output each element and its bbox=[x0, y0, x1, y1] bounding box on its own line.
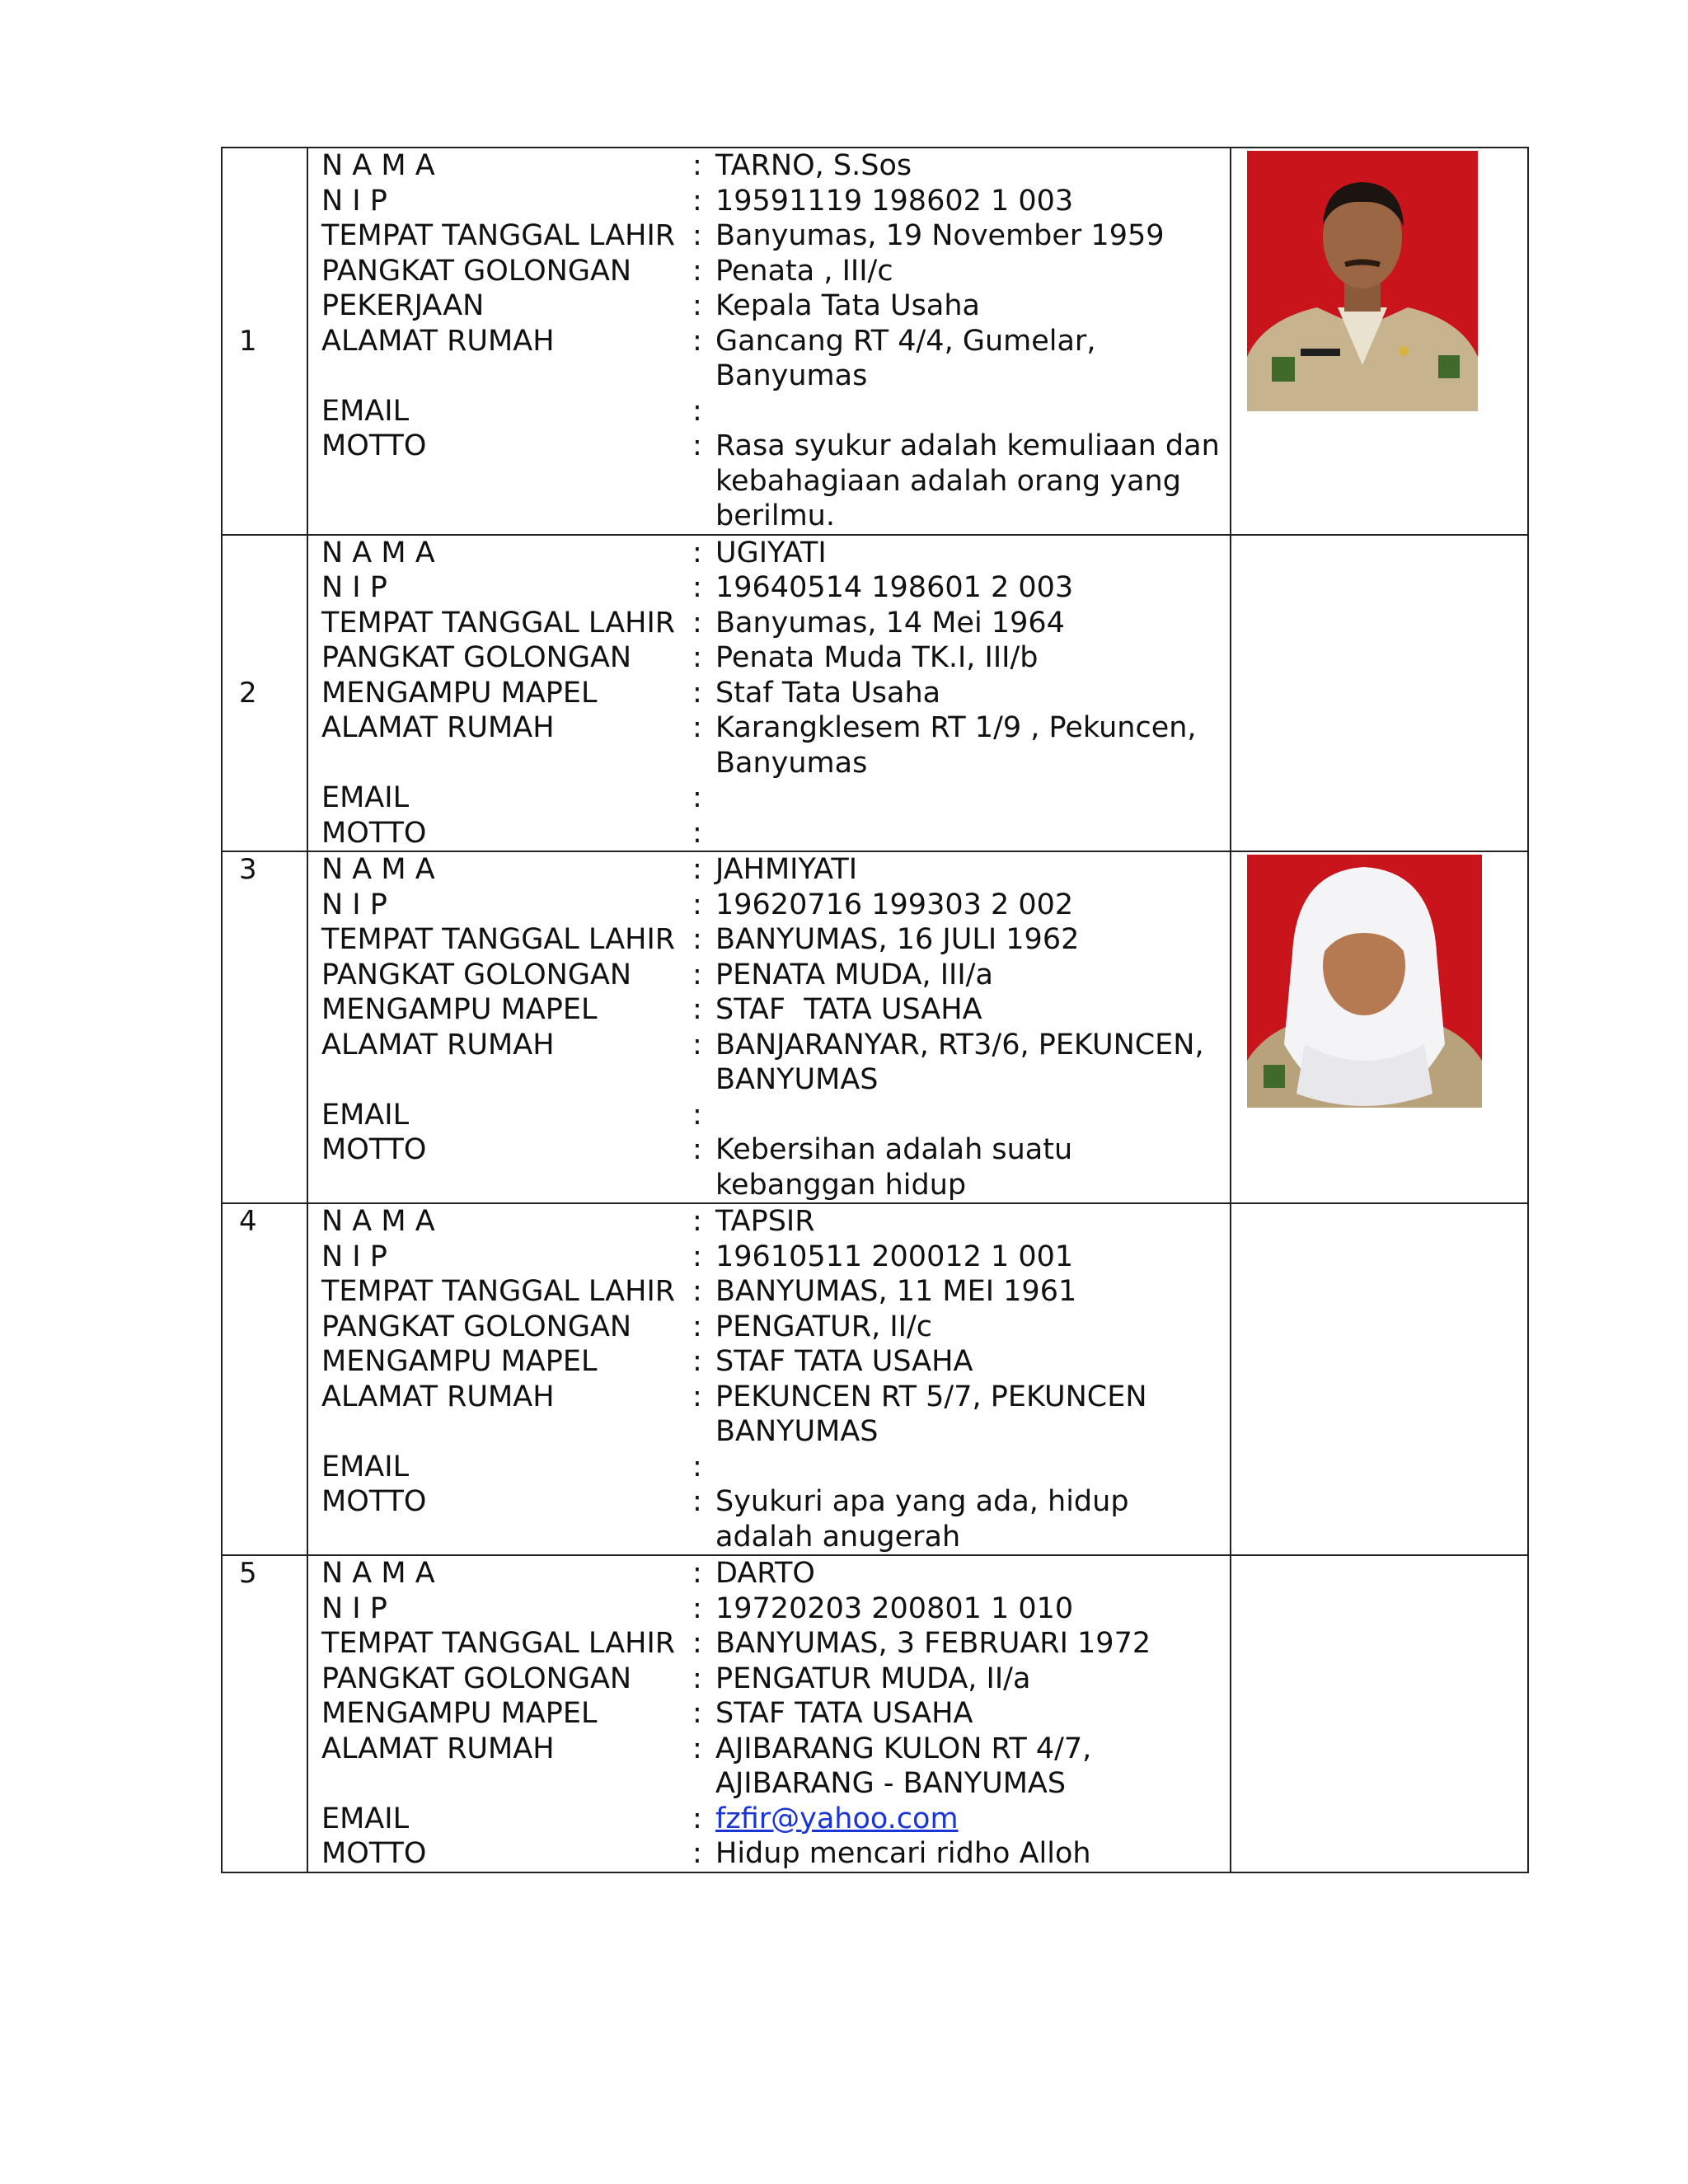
mapel-value: STAF TATA USAHA bbox=[715, 1345, 973, 1378]
row-number: 2 bbox=[222, 535, 307, 852]
field-email: EMAIL : bbox=[321, 781, 702, 814]
photo-cell bbox=[1231, 148, 1528, 535]
field-email: EMAIL : bbox=[321, 1450, 702, 1483]
row-number: 3 bbox=[222, 851, 307, 1203]
staff-table bbox=[221, 147, 1529, 1873]
staff-row bbox=[222, 851, 1528, 1203]
field-email: EMAIL : fzfir@yahoo.com bbox=[321, 1802, 1230, 1837]
pangkat-value: PENGATUR MUDA, II/a bbox=[715, 1661, 1031, 1695]
alamat-value: Gancang RT 4/4, Gumelar, Banyumas bbox=[715, 324, 1096, 392]
motto-value: Kebersihan adalah suatu kebanggan hidup bbox=[715, 1133, 1073, 1202]
field-alamat: ALAMAT RUMAH : Gancang RT 4/4, Gumelar, Banyumas bbox=[321, 324, 1230, 394]
staff-photo bbox=[1247, 151, 1478, 411]
staff-info bbox=[307, 1555, 1231, 1872]
pangkat-value: Penata , III/c bbox=[715, 254, 893, 288]
photo-cell-empty bbox=[1231, 1203, 1528, 1555]
field-nip: N I P : 19620716 199303 2 002 bbox=[321, 888, 1230, 923]
nip-value: 19640514 198601 2 003 bbox=[715, 571, 1074, 604]
alamat-value: Karangklesem RT 1/9 , Pekuncen, Banyumas bbox=[715, 711, 1197, 780]
motto-value: Hidup mencari ridho Alloh bbox=[715, 1837, 1091, 1870]
field-mapel: MENGAMPU MAPEL : Staf Tata Usaha bbox=[321, 676, 1230, 711]
field-nama: N A M A : TAPSIR bbox=[321, 1204, 1230, 1240]
field-motto: MOTTO : Hidup mencari ridho Alloh bbox=[321, 1836, 1230, 1872]
staff-info bbox=[307, 535, 1231, 852]
pangkat-value: Penata Muda TK.I, III/b bbox=[715, 641, 1039, 674]
staff-info bbox=[307, 851, 1231, 1203]
field-ttl: TEMPAT TANGGAL LAHIR : Banyumas, 14 Mei 1964 bbox=[321, 606, 1230, 641]
staff-photo bbox=[1247, 855, 1482, 1108]
field-nip: N I P : 19720203 200801 1 010 bbox=[321, 1591, 1230, 1627]
field-ttl: TEMPAT TANGGAL LAHIR : BANYUMAS, 11 MEI 1961 bbox=[321, 1274, 1230, 1310]
ttl-value: Banyumas, 14 Mei 1964 bbox=[715, 606, 1065, 640]
nip-value: 19620716 199303 2 002 bbox=[715, 888, 1074, 921]
staff-info bbox=[307, 1203, 1231, 1555]
nama-value: UGIYATI bbox=[715, 536, 827, 569]
field-mapel: MENGAMPU MAPEL : STAF TATA USAHA bbox=[321, 1696, 1230, 1732]
pangkat-value: PENGATUR, II/c bbox=[715, 1310, 932, 1343]
alamat-value: BANJARANYAR, RT3/6, PEKUNCEN, BANYUMAS bbox=[715, 1028, 1204, 1096]
pekerjaan-value: Kepala Tata Usaha bbox=[715, 289, 980, 322]
nip-value: 19591119 198602 1 003 bbox=[715, 184, 1074, 218]
field-mapel: MENGAMPU MAPEL : STAF TATA USAHA bbox=[321, 1344, 1230, 1380]
staff-row bbox=[222, 1203, 1528, 1555]
field-nip: N I P : 19640514 198601 2 003 bbox=[321, 570, 1230, 606]
field-pangkat: PANGKAT GOLONGAN : PENGATUR MUDA, II/a bbox=[321, 1661, 1230, 1697]
motto-value: Syukuri apa yang ada, hidup adalah anugerah bbox=[715, 1485, 1129, 1554]
field-email: EMAIL : bbox=[321, 394, 702, 428]
field-nama: N A M A : TARNO, S.Sos bbox=[321, 148, 1230, 184]
mapel-value: STAF TATA USAHA bbox=[715, 993, 982, 1026]
photo-cell-empty bbox=[1231, 1555, 1528, 1872]
field-alamat: ALAMAT RUMAH : BANJARANYAR, RT3/6, PEKUNCEN, BANYUMAS bbox=[321, 1028, 1230, 1098]
field-alamat: ALAMAT RUMAH : Karangklesem RT 1/9 , Pekuncen, Banyumas bbox=[321, 710, 1230, 780]
field-motto: MOTTO : Kebersihan adalah suatu kebanggan hidup bbox=[321, 1132, 1230, 1202]
nip-value: 19720203 200801 1 010 bbox=[715, 1591, 1074, 1625]
pangkat-value: PENATA MUDA, III/a bbox=[715, 958, 993, 991]
row-number: 4 bbox=[222, 1203, 307, 1555]
nama-value: TARNO, S.Sos bbox=[715, 149, 912, 182]
field-alamat: ALAMAT RUMAH : PEKUNCEN RT 5/7, PEKUNCEN BANYUMAS bbox=[321, 1380, 1230, 1450]
field-email: EMAIL : bbox=[321, 1098, 702, 1132]
ttl-value: Banyumas, 19 November 1959 bbox=[715, 219, 1165, 252]
ttl-value: BANYUMAS, 3 FEBRUARI 1972 bbox=[715, 1627, 1151, 1660]
staff-info bbox=[307, 148, 1231, 535]
ttl-value: BANYUMAS, 16 JULI 1962 bbox=[715, 923, 1080, 956]
email-value bbox=[715, 1802, 1230, 1837]
nama-value: TAPSIR bbox=[715, 1205, 815, 1238]
ttl-value: BANYUMAS, 11 MEI 1961 bbox=[715, 1275, 1077, 1308]
staff-row bbox=[222, 1555, 1528, 1872]
mapel-value: STAF TATA USAHA bbox=[715, 1697, 973, 1730]
field-nama: N A M A : DARTO bbox=[321, 1556, 1230, 1591]
field-pangkat: PANGKAT GOLONGAN : PENGATUR, II/c bbox=[321, 1310, 1230, 1345]
mapel-value: Staf Tata Usaha bbox=[715, 676, 941, 710]
photo-cell-empty bbox=[1231, 535, 1528, 852]
field-pangkat: PANGKAT GOLONGAN : Penata , III/c bbox=[321, 254, 1230, 289]
field-ttl: TEMPAT TANGGAL LAHIR : Banyumas, 19 November 1959 bbox=[321, 218, 1230, 254]
photo-cell bbox=[1231, 851, 1528, 1203]
field-alamat: ALAMAT RUMAH : AJIBARANG KULON RT 4/7, AJIBARANG - BANYUMAS bbox=[321, 1732, 1230, 1802]
email-link[interactable]: fzfir@yahoo.com bbox=[715, 1802, 959, 1835]
field-motto: MOTTO : bbox=[321, 816, 702, 850]
field-mapel: MENGAMPU MAPEL : STAF TATA USAHA bbox=[321, 992, 1230, 1028]
alamat-value: AJIBARANG KULON RT 4/7, AJIBARANG - BANYUMAS bbox=[715, 1732, 1092, 1800]
field-pangkat: PANGKAT GOLONGAN : Penata Muda TK.I, III/b bbox=[321, 640, 1230, 676]
field-pangkat: PANGKAT GOLONGAN : PENATA MUDA, III/a bbox=[321, 958, 1230, 993]
field-nama: N A M A : UGIYATI bbox=[321, 536, 1230, 571]
row-number: 5 bbox=[222, 1555, 307, 1872]
field-ttl: TEMPAT TANGGAL LAHIR : BANYUMAS, 16 JULI 1962 bbox=[321, 922, 1230, 958]
field-nip: N I P : 19610511 200012 1 001 bbox=[321, 1240, 1230, 1275]
nama-value: DARTO bbox=[715, 1557, 815, 1590]
staff-row bbox=[222, 148, 1528, 535]
field-motto: MOTTO : Rasa syukur adalah kemuliaan dan kebahagiaan adalah orang yang berilmu. bbox=[321, 429, 1230, 534]
field-nama: N A M A : JAHMIYATI bbox=[321, 852, 1230, 888]
row-number: 1 bbox=[222, 148, 307, 535]
field-nip: N I P : 19591119 198602 1 003 bbox=[321, 184, 1230, 219]
staff-row bbox=[222, 535, 1528, 852]
field-pekerjaan: PEKERJAAN : Kepala Tata Usaha bbox=[321, 288, 1230, 324]
nip-value: 19610511 200012 1 001 bbox=[715, 1240, 1074, 1273]
nama-value: JAHMIYATI bbox=[715, 853, 858, 886]
motto-value: Rasa syukur adalah kemuliaan dan kebahagiaan adalah orang yang berilmu. bbox=[715, 429, 1220, 532]
alamat-value: PEKUNCEN RT 5/7, PEKUNCEN BANYUMAS bbox=[715, 1380, 1147, 1448]
field-motto: MOTTO : Syukuri apa yang ada, hidup adalah anugerah bbox=[321, 1484, 1230, 1554]
field-ttl: TEMPAT TANGGAL LAHIR : BANYUMAS, 3 FEBRUARI 1972 bbox=[321, 1626, 1230, 1661]
